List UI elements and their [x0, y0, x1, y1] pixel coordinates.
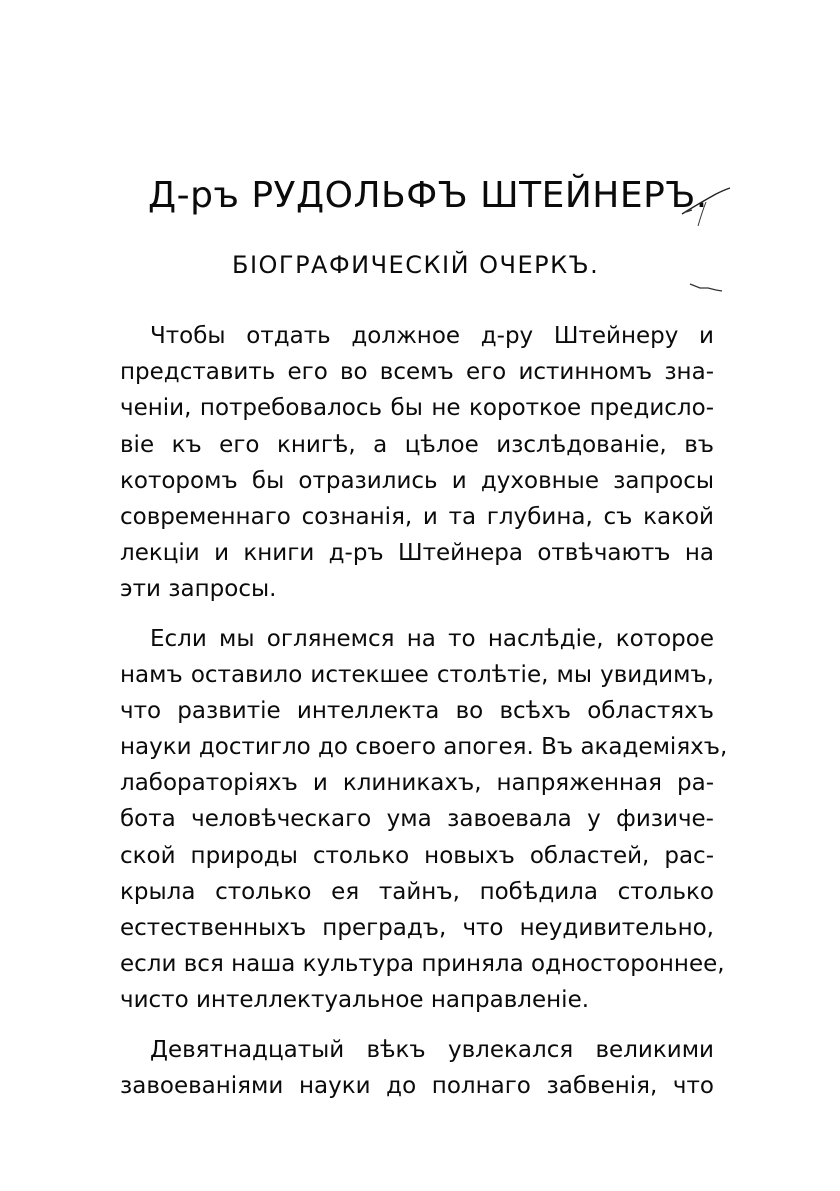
- text-line: Если мы оглянемся на то наслѣдіе, которое: [150, 625, 714, 652]
- ink-speck-mark: [688, 278, 728, 298]
- text-line: ской природы столько новыхъ областей, рас-: [120, 842, 714, 869]
- text-line: естественныхъ преградъ, что неудивительно,: [120, 915, 714, 941]
- text-line: которомъ бы отразились и духовные запросы: [120, 467, 714, 494]
- page-subtitle: БІОГРАФИЧЕСКІЙ ОЧЕРКЪ.: [232, 251, 600, 279]
- text-line: представить его во всемъ его истинномъ зна-: [120, 359, 714, 386]
- text-line: завоеваніями науки до полнаго забвенія, что: [120, 1072, 714, 1099]
- text-line: современнаго сознанія, и та глубина, съ какой: [120, 503, 714, 530]
- text-line: чисто интеллектуальное направленіе.: [120, 987, 590, 1014]
- text-line: бота человѣческаго ума завоевала у физиче-: [120, 806, 714, 833]
- text-line: віе къ его книгѣ, а цѣлое изслѣдованіе, въ: [120, 431, 714, 458]
- paragraph: [120, 318, 714, 608]
- text-line: ченіи, потребовалось бы не короткое предисло-: [120, 395, 714, 422]
- page-title: Д-ръ РУДОЛЬФЪ ШТЕЙНЕРЪ.: [148, 175, 708, 216]
- text-line: Девятнадцатый вѣкъ увлекался великими: [150, 1036, 714, 1063]
- text-line: Чтобы отдать должное д-ру Штейнеру и: [150, 323, 714, 349]
- paragraph: [120, 1032, 714, 1104]
- text-line: науки достигло до своего апогея. Въ академіяхъ,: [120, 734, 728, 761]
- text-line: если вся наша культура приняла одностороннее,: [120, 951, 725, 978]
- paragraph: [120, 621, 728, 1019]
- text-line: намъ оставило истекшее столѣтіе, мы увидимъ,: [120, 661, 714, 688]
- text-line: лабораторіяхъ и клиникахъ, напряженная ра-: [120, 770, 714, 797]
- body-text: [120, 318, 728, 1117]
- text-line: эти запросы.: [120, 576, 277, 603]
- text-line: крыла столько ея тайнъ, побѣдила столько: [120, 878, 714, 905]
- text-line: лекціи и книги д-ръ Штейнера отвѣчаютъ на: [120, 540, 714, 567]
- text-line: что развитіе интеллекта во всѣхъ областяхъ: [120, 697, 714, 724]
